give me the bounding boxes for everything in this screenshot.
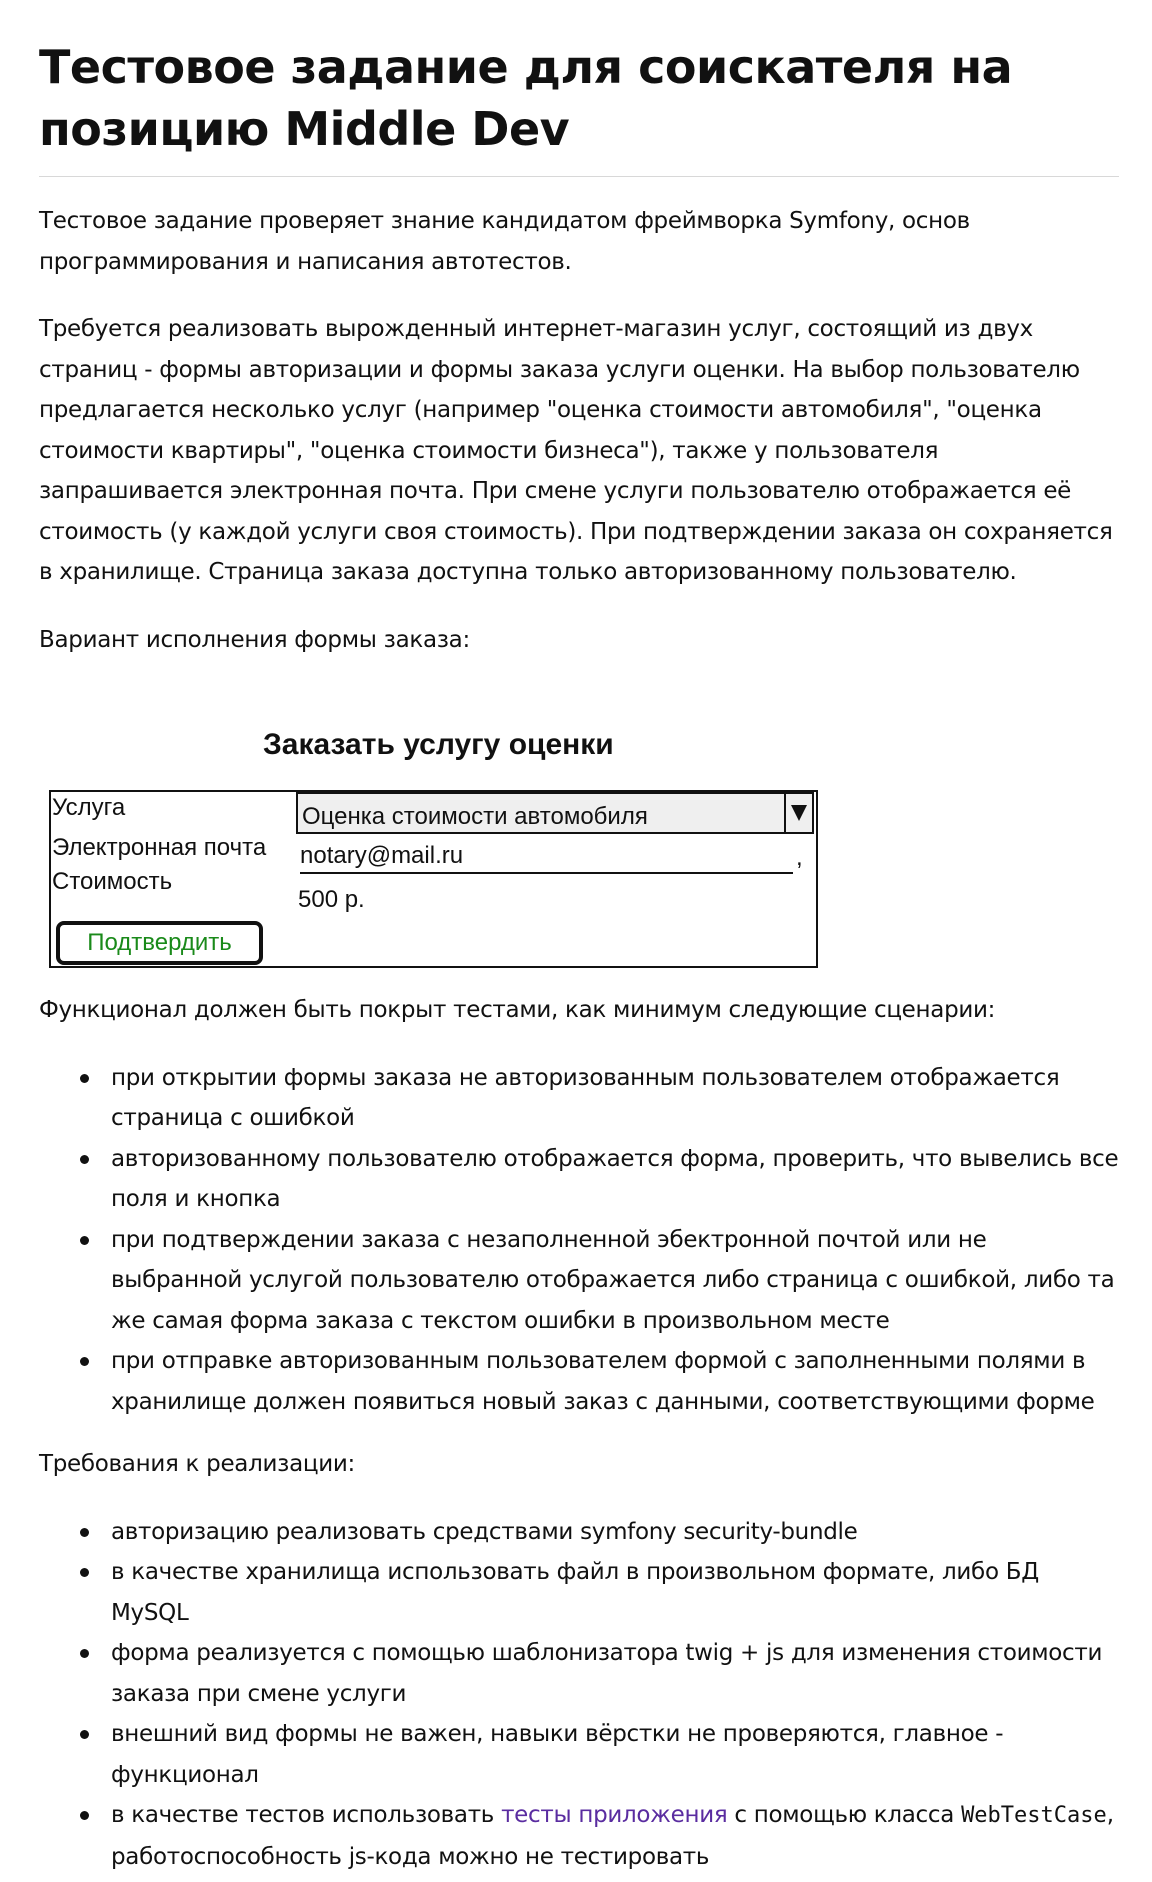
bullet-icon: [80, 1528, 89, 1537]
order-form-mockup: [49, 720, 909, 980]
list-item: в качестве хранилища использовать файл в произвольном формате, либо БД MySQL: [39, 1552, 1119, 1633]
list-item: в качестве тестов использовать тесты приложения с помощью класса WebTestCase, работоспособность js-кода можно не тестировать: [39, 1795, 1119, 1877]
price-value: 500 р.: [298, 886, 365, 913]
variant-label: Вариант исполнения формы заказа:: [39, 626, 470, 653]
service-label: Услуга: [52, 794, 126, 821]
document: [39, 0, 1119, 1870]
bullet-icon: [80, 1155, 89, 1164]
list-item: при подтверждении заказа с незаполненной эбектронной почтой или не выбранной услугой пользователю отображается либо страница с ошибкой, либо та же самая форма заказа с текстом ошибки в произвольном месте: [39, 1220, 1119, 1342]
list-item: авторизованному пользователю отображается форма, проверить, что вывелись все поля и кнопка: [39, 1139, 1119, 1220]
bullet-icon: [80, 1811, 89, 1820]
list-item: авторизацию реализовать средствами symfony security-bundle: [39, 1512, 1119, 1553]
intro-paragraph: Тестовое задание проверяет знание кандидатом фреймворка Symfony, основ программирования и написания автотестов.: [39, 208, 970, 275]
bullet-icon: [80, 1730, 89, 1739]
tests-list: [39, 1058, 1119, 1423]
bullet-icon: [80, 1568, 89, 1577]
page-title: Тестовое задание для соискателя на позицию Middle Dev: [39, 0, 1119, 177]
task-paragraph: Требуется реализовать вырожденный интернет-магазин услуг, состоящий из двух страниц - формы авторизации и формы заказа услуги оценки. На выбор пользователю предлагается несколько услуг (например "оценка стоимости автомобиля", "оценка стоимости квартиры", "оценка стоимости бизнеса"), также у пользователя запрашивается электронная почта. При смене услуги пользователю отображается её стоимость (у каждой услуги своя стоимость). При подтверждении заказа он сохраняется в хранилище. Страница заказа доступна только авторизованному пользователю.: [39, 316, 1113, 585]
tests-intro: Функционал должен быть покрыт тестами, как минимум следующие сценарии:: [39, 997, 996, 1023]
app-tests-link[interactable]: тесты приложения: [501, 1802, 728, 1828]
requirements-list: [39, 1512, 1119, 1878]
submit-button[interactable]: Подтвердить: [56, 921, 263, 965]
email-field[interactable]: notary@mail.ru: [300, 842, 793, 874]
form-title: Заказать услугу оценки: [263, 728, 614, 761]
requirements-intro: Требования к реализации:: [39, 1451, 355, 1477]
form-box: [49, 790, 818, 968]
bullet-icon: [80, 1236, 89, 1245]
email-label: Электронная почта: [52, 834, 267, 861]
list-item: при открытии формы заказа не авторизованным пользователем отображается страница с ошибкой: [39, 1058, 1119, 1139]
service-select-value: Оценка стоимости автомобиля: [302, 803, 648, 830]
list-item: внешний вид формы не важен, навыки вёрстки не проверяются, главное - функционал: [39, 1714, 1119, 1795]
after-form-section: [39, 990, 1119, 1877]
bullet-icon: [80, 1074, 89, 1083]
email-trailing-comma: ,: [796, 844, 803, 871]
class-name-code: WebTestCase: [961, 1803, 1107, 1828]
list-item: форма реализуется с помощью шаблонизатора twig + js для изменения стоимости заказа при смене услуги: [39, 1633, 1119, 1714]
service-select[interactable]: [296, 792, 814, 834]
bullet-icon: [80, 1649, 89, 1658]
dropdown-arrow-icon[interactable]: [784, 794, 812, 832]
bullet-icon: [80, 1357, 89, 1366]
price-label: Стоимость: [52, 868, 173, 895]
list-item: при отправке авторизованным пользователем формой с заполненными полями в хранилище должен появиться новый заказ с данными, соответствующими форме: [39, 1341, 1119, 1422]
